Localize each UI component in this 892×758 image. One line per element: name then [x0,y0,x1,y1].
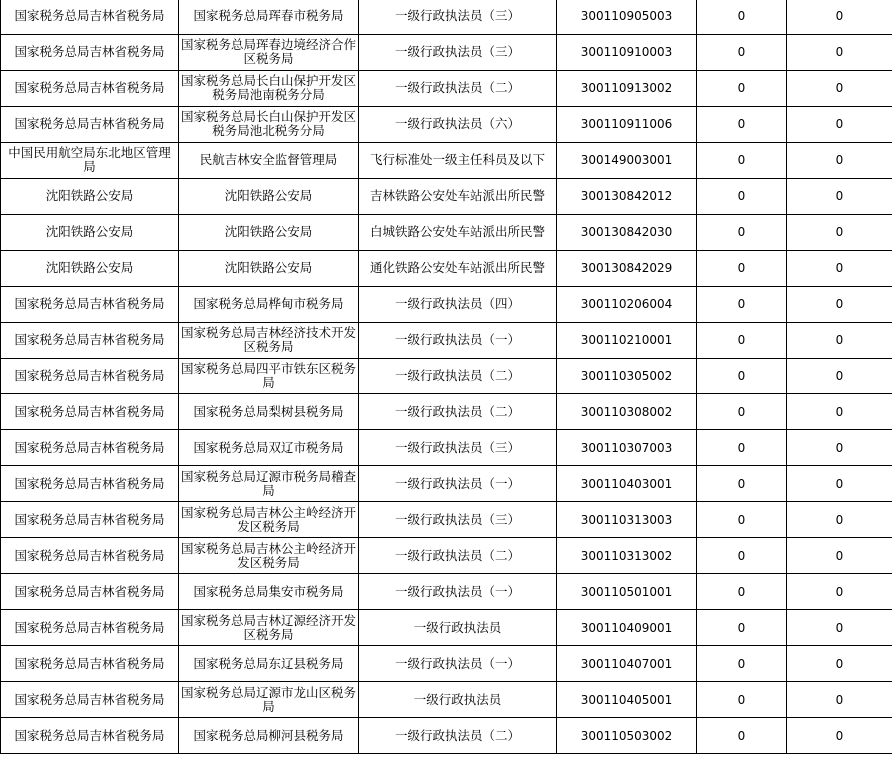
cell-position-code: 300110313003 [557,502,697,538]
cell-position-code: 300110210001 [557,322,697,358]
cell-count-a: 0 [697,538,787,574]
cell-position-code: 300130842029 [557,250,697,286]
cell-position: 一级行政执法员（三） [359,430,557,466]
table-row [1,322,892,358]
cell-employer: 沈阳铁路公安局 [179,178,359,214]
cell-count-b: 0 [787,322,892,358]
table-row [1,34,892,70]
cell-position-code: 300110403001 [557,466,697,502]
cell-department: 国家税务总局吉林省税务局 [1,502,179,538]
cell-position: 一级行政执法员（一） [359,646,557,682]
table-row [1,70,892,106]
cell-employer: 国家税务总局集安市税务局 [179,574,359,610]
cell-department: 沈阳铁路公安局 [1,214,179,250]
cell-count-b: 0 [787,178,892,214]
cell-department: 国家税务总局吉林省税务局 [1,682,179,718]
cell-count-b: 0 [787,286,892,322]
cell-position: 一级行政执法员（一） [359,322,557,358]
cell-count-b: 0 [787,358,892,394]
cell-employer: 国家税务总局双辽市税务局 [179,430,359,466]
cell-position: 一级行政执法员（二） [359,718,557,754]
cell-department: 沈阳铁路公安局 [1,178,179,214]
cell-position: 一级行政执法员（二） [359,538,557,574]
cell-position-code: 300110307003 [557,430,697,466]
cell-position: 一级行政执法员（六） [359,106,557,142]
cell-position: 一级行政执法员（四） [359,286,557,322]
table-body [1,0,892,754]
cell-position-code: 300110407001 [557,646,697,682]
cell-count-a: 0 [697,286,787,322]
cell-count-b: 0 [787,610,892,646]
cell-count-b: 0 [787,646,892,682]
cell-position-code: 300110405001 [557,682,697,718]
table-row [1,250,892,286]
cell-position-code: 300110503002 [557,718,697,754]
cell-count-b: 0 [787,214,892,250]
table-row [1,106,892,142]
cell-position: 白城铁路公安处车站派出所民警 [359,214,557,250]
cell-count-a: 0 [697,250,787,286]
cell-employer: 国家税务总局柳河县税务局 [179,718,359,754]
table-row [1,682,892,718]
cell-position: 通化铁路公安处车站派出所民警 [359,250,557,286]
table-row [1,718,892,754]
cell-employer: 国家税务总局东辽县税务局 [179,646,359,682]
cell-employer: 国家税务总局四平市铁东区税务局 [179,358,359,394]
cell-employer: 国家税务总局吉林经济技术开发区税务局 [179,322,359,358]
cell-count-a: 0 [697,646,787,682]
cell-count-a: 0 [697,610,787,646]
cell-position: 飞行标准处一级主任科员及以下 [359,142,557,178]
table-row [1,142,892,178]
cell-employer: 国家税务总局吉林公主岭经济开发区税务局 [179,538,359,574]
cell-count-a: 0 [697,34,787,70]
cell-position-code: 300110913002 [557,70,697,106]
cell-position: 一级行政执法员（二） [359,358,557,394]
cell-department: 国家税务总局吉林省税务局 [1,430,179,466]
cell-employer: 国家税务总局吉林公主岭经济开发区税务局 [179,502,359,538]
cell-count-a: 0 [697,106,787,142]
cell-employer: 国家税务总局辽源市龙山区税务局 [179,682,359,718]
cell-department: 中国民用航空局东北地区管理局 [1,142,179,178]
cell-employer: 国家税务总局辽源市税务局稽查局 [179,466,359,502]
table-row [1,430,892,466]
table-row [1,502,892,538]
cell-count-b: 0 [787,70,892,106]
cell-count-b: 0 [787,0,892,34]
cell-count-a: 0 [697,682,787,718]
cell-count-a: 0 [697,394,787,430]
cell-count-b: 0 [787,538,892,574]
cell-employer: 民航吉林安全监督管理局 [179,142,359,178]
table-row [1,394,892,430]
cell-department: 国家税务总局吉林省税务局 [1,322,179,358]
table-row [1,178,892,214]
cell-department: 国家税务总局吉林省税务局 [1,646,179,682]
cell-count-a: 0 [697,178,787,214]
cell-position-code: 300110905003 [557,0,697,34]
cell-employer: 国家税务总局桦甸市税务局 [179,286,359,322]
cell-department: 国家税务总局吉林省税务局 [1,0,179,34]
table-row [1,466,892,502]
cell-count-b: 0 [787,718,892,754]
table-row [1,286,892,322]
cell-department: 国家税务总局吉林省税务局 [1,286,179,322]
table-row [1,214,892,250]
cell-position: 一级行政执法员（一） [359,466,557,502]
cell-employer: 国家税务总局吉林辽源经济开发区税务局 [179,610,359,646]
cell-position: 一级行政执法员 [359,610,557,646]
cell-count-b: 0 [787,466,892,502]
cell-count-a: 0 [697,466,787,502]
cell-count-a: 0 [697,358,787,394]
cell-position-code: 300110911006 [557,106,697,142]
cell-department: 国家税务总局吉林省税务局 [1,610,179,646]
cell-department: 国家税务总局吉林省税务局 [1,34,179,70]
cell-count-b: 0 [787,106,892,142]
cell-position: 一级行政执法员（三） [359,502,557,538]
cell-position-code: 300110501001 [557,574,697,610]
cell-employer: 国家税务总局长白山保护开发区税务局池南税务分局 [179,70,359,106]
cell-position-code: 300130842030 [557,214,697,250]
cell-count-a: 0 [697,502,787,538]
cell-count-a: 0 [697,322,787,358]
cell-department: 国家税务总局吉林省税务局 [1,718,179,754]
table-row [1,0,892,34]
cell-count-b: 0 [787,250,892,286]
cell-position: 一级行政执法员（三） [359,34,557,70]
cell-count-a: 0 [697,214,787,250]
cell-department: 国家税务总局吉林省税务局 [1,70,179,106]
cell-department: 沈阳铁路公安局 [1,250,179,286]
cell-department: 国家税务总局吉林省税务局 [1,358,179,394]
cell-employer: 国家税务总局梨树县税务局 [179,394,359,430]
cell-position-code: 300110910003 [557,34,697,70]
cell-department: 国家税务总局吉林省税务局 [1,574,179,610]
cell-position-code: 300130842012 [557,178,697,214]
cell-position-code: 300110409001 [557,610,697,646]
cell-employer: 沈阳铁路公安局 [179,214,359,250]
cell-position-code: 300110308002 [557,394,697,430]
table-row [1,646,892,682]
cell-count-b: 0 [787,394,892,430]
cell-count-b: 0 [787,34,892,70]
cell-position-code: 300110305002 [557,358,697,394]
cell-department: 国家税务总局吉林省税务局 [1,394,179,430]
cell-position: 一级行政执法员（二） [359,70,557,106]
cell-count-b: 0 [787,574,892,610]
cell-count-a: 0 [697,430,787,466]
cell-position-code: 300149003001 [557,142,697,178]
table-row [1,574,892,610]
cell-count-b: 0 [787,502,892,538]
cell-count-a: 0 [697,574,787,610]
table-row [1,610,892,646]
cell-department: 国家税务总局吉林省税务局 [1,106,179,142]
cell-position: 一级行政执法员（二） [359,394,557,430]
cell-employer: 国家税务总局珲春边境经济合作区税务局 [179,34,359,70]
cell-position-code: 300110313002 [557,538,697,574]
cell-count-a: 0 [697,0,787,34]
cell-position: 吉林铁路公安处车站派出所民警 [359,178,557,214]
cell-employer: 沈阳铁路公安局 [179,250,359,286]
cell-employer: 国家税务总局长白山保护开发区税务局池北税务分局 [179,106,359,142]
cell-position: 一级行政执法员 [359,682,557,718]
cell-count-a: 0 [697,142,787,178]
cell-count-a: 0 [697,70,787,106]
cell-count-b: 0 [787,142,892,178]
cell-count-b: 0 [787,430,892,466]
cell-department: 国家税务总局吉林省税务局 [1,538,179,574]
cell-count-a: 0 [697,718,787,754]
cell-position: 一级行政执法员（一） [359,574,557,610]
cell-employer: 国家税务总局珲春市税务局 [179,0,359,34]
table-row [1,358,892,394]
cell-position-code: 300110206004 [557,286,697,322]
cell-department: 国家税务总局吉林省税务局 [1,466,179,502]
cell-count-b: 0 [787,682,892,718]
table-row [1,538,892,574]
cell-position: 一级行政执法员（三） [359,0,557,34]
